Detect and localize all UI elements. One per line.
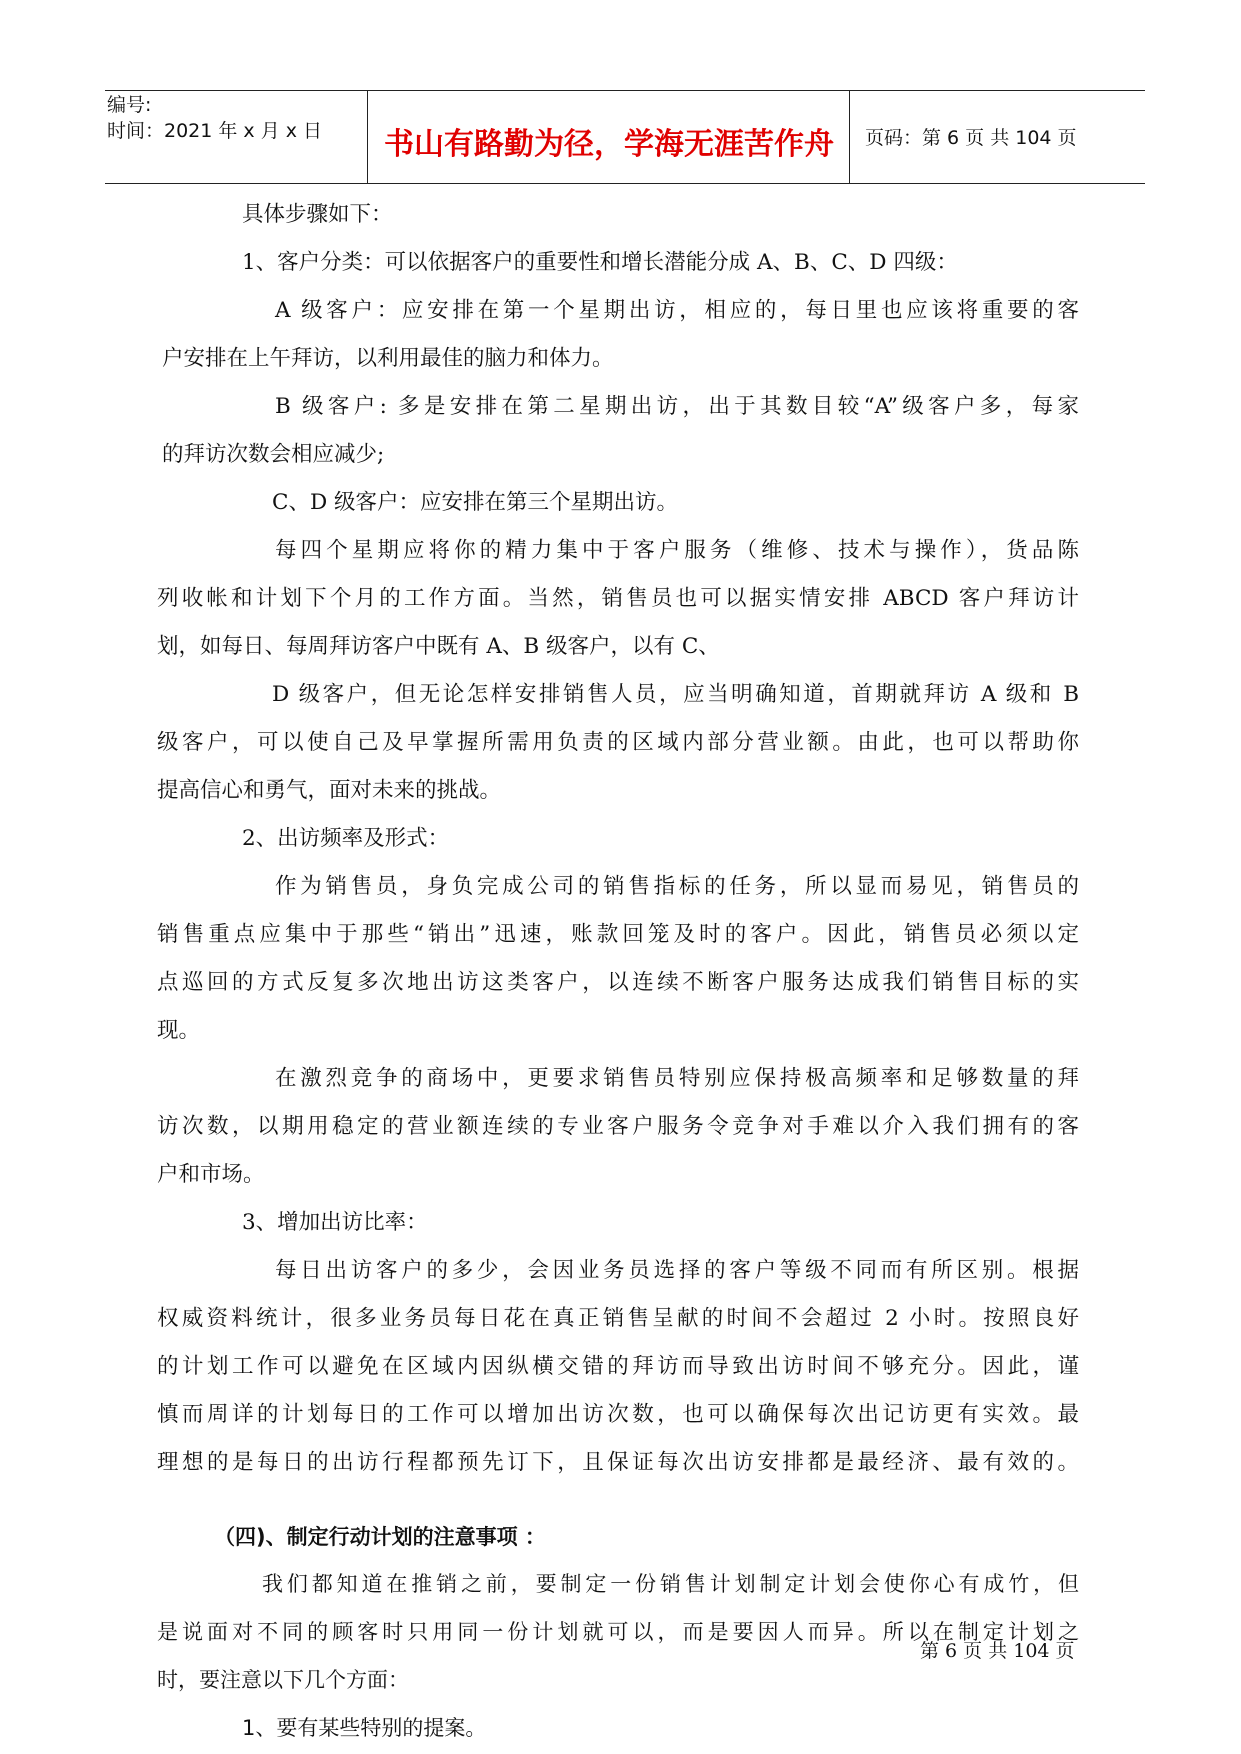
document-time-label: 时间：2021 年 x 月 x 日 <box>107 120 323 142</box>
paragraph-line: 是说面对不同的顾客时只用同一份计划就可以，而是要因人而异。所以在制定计划之 <box>157 1620 1079 1644</box>
paragraph-line: 每四个星期应将你的精力集中于客户服务（维修、技术与操作），货品陈 <box>275 538 1079 563</box>
paragraph-line: 户和市场。 <box>157 1162 265 1187</box>
paragraph-line: 现。 <box>157 1018 201 1043</box>
paragraph-line: 具体步骤如下： <box>242 202 393 227</box>
paragraph-line: 户安排在上午拜访，以利用最佳的脑力和体力。 <box>162 346 614 371</box>
paragraph-line: D 级客户，但无论怎样安排销售人员，应当明确知道，首期就拜访 A 级和 B <box>272 682 1079 707</box>
paragraph-line: 销售重点应集中于那些“销出”迅速，账款回笼及时的客户。因此，销售员必须以定 <box>157 922 1079 947</box>
paragraph-line: 划，如每日、每周拜访客户中既有 A、B 级客户，以有 C、 <box>157 634 720 659</box>
paragraph-line: A 级客户：应安排在第一个星期出访，相应的，每日里也应该将重要的客 <box>275 298 1079 323</box>
page-footer: 第 6 页 共 104 页 <box>920 1640 1075 1662</box>
paragraph-line: 理想的是每日的出访行程都预先订下，且保证每次出访安排都是最经济、最有效的。 <box>157 1450 1079 1475</box>
paragraph-line: 列收帐和计划下个月的工作方面。当然，销售员也可以据实情安排 ABCD 客户拜访计 <box>157 586 1079 611</box>
motto-text: 书山有路勤为径，学海无涯苦作舟 <box>384 127 834 162</box>
paragraph-line: 访次数，以期用稳定的营业额连续的专业客户服务令竞争对手难以介入我们拥有的客 <box>157 1114 1079 1139</box>
paragraph-line: 权威资料统计，很多业务员每日花在真正销售呈献的时间不会超过 2 小时。按照良好 <box>157 1306 1079 1331</box>
header-motto-cell <box>369 91 850 183</box>
paragraph-line: B 级客户: 多是安排在第二星期出访，出于其数目较“A”级客户多，每家 <box>275 394 1079 419</box>
paragraph-line: 点巡回的方式反复多次地出访这类客户，以连续不断客户服务达成我们销售目标的实 <box>157 970 1079 995</box>
document-number-label: 编号: <box>107 94 152 116</box>
paragraph-line: 每日出访客户的多少，会因业务员选择的客户等级不同而有所区别。根据 <box>275 1258 1079 1283</box>
paragraph-line: 2、出访频率及形式： <box>242 826 450 851</box>
paragraph-line: 3、增加出访比率： <box>242 1210 428 1235</box>
paragraph-line: 1、要有某些特别的提案。 <box>242 1716 487 1740</box>
section-heading: （四)、制定行动计划的注意事项 ： <box>214 1525 546 1549</box>
paragraph-line: 慎而周详的计划每日的工作可以增加出访次数，也可以确保每次出记访更有实效。最 <box>157 1402 1079 1427</box>
paragraph-line: 的计划工作可以避免在区域内因纵横交错的拜访而导致出访时间不够充分。因此，谨 <box>157 1354 1079 1379</box>
header-page-cell <box>851 91 1145 183</box>
paragraph-line: 1、客户分类：可以依据客户的重要性和增长潜能分成 A、B、C、D 四级： <box>242 250 958 275</box>
paragraph-line: 提高信心和勇气，面对未来的挑战。 <box>157 778 502 803</box>
header-page-info: 页码：第 6 页 共 104 页 <box>865 127 1077 149</box>
paragraph-line: 时，要注意以下几个方面： <box>157 1668 409 1692</box>
page-header <box>105 90 1145 184</box>
paragraph-line: 我们都知道在推销之前，要制定一份销售计划制定计划会使你心有成竹，但 <box>262 1572 1079 1596</box>
paragraph-line: 在激烈竞争的商场中，更要求销售员特别应保持极高频率和足够数量的拜 <box>275 1066 1079 1091</box>
header-meta-cell <box>105 91 368 183</box>
paragraph-line: 级客户，可以使自己及早掌握所需用负责的区域内部分营业额。由此，也可以帮助你 <box>157 730 1079 755</box>
paragraph-line: C、D 级客户：应安排在第三个星期出访。 <box>272 490 679 515</box>
paragraph-line: 作为销售员，身负完成公司的销售指标的任务，所以显而易见，销售员的 <box>275 874 1079 899</box>
paragraph-line: 的拜访次数会相应减少; <box>162 442 385 467</box>
